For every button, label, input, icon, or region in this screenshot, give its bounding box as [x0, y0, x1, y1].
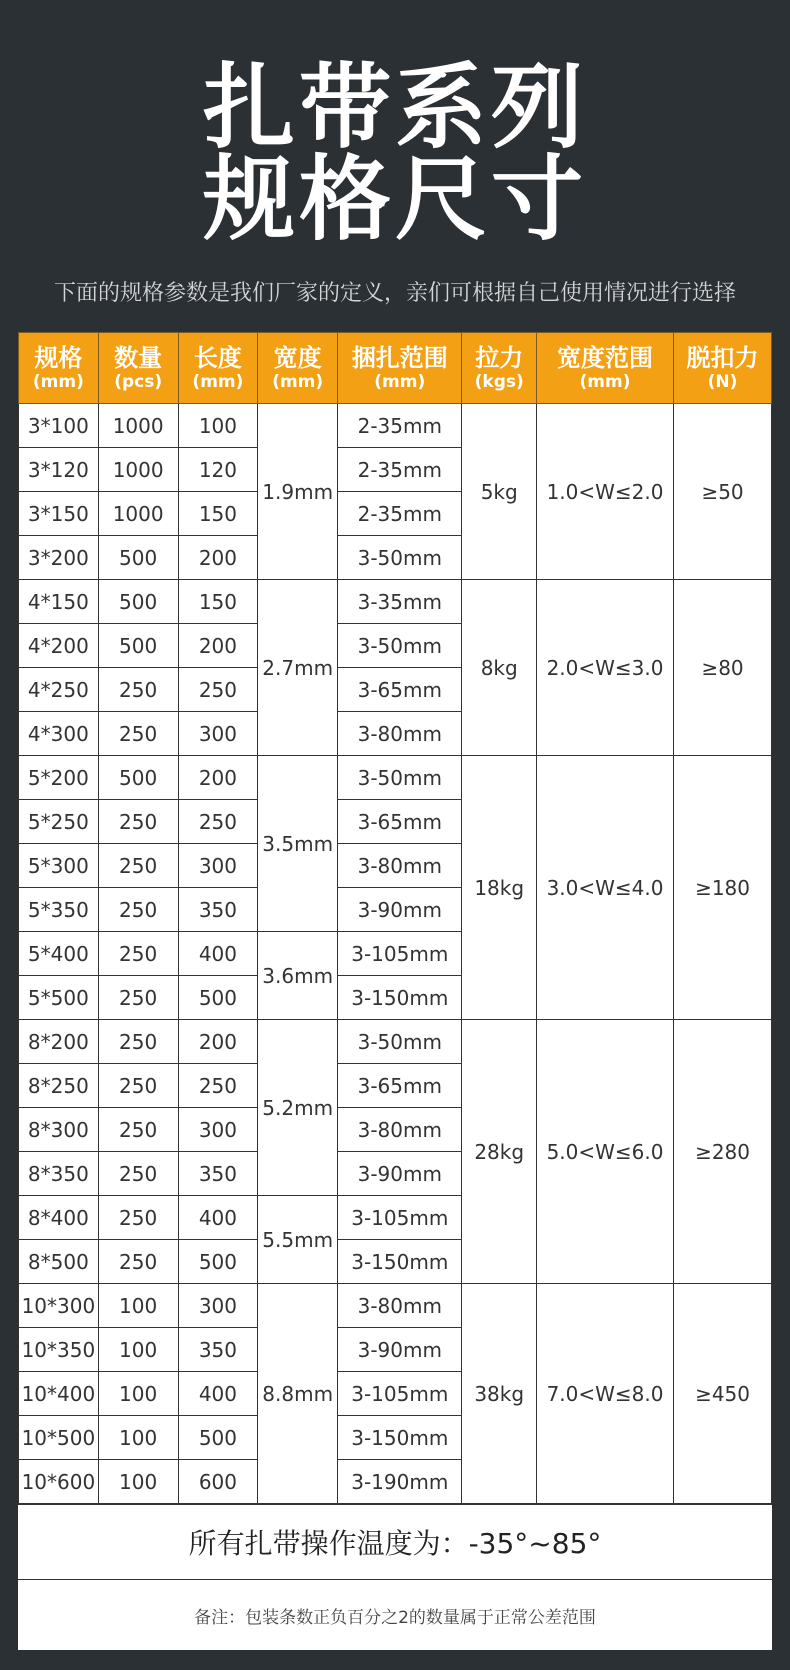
spec-table-panel	[18, 332, 772, 1650]
width-range-cell: 1.0<W≤2.0	[536, 404, 673, 580]
spec-cell: 8*350	[19, 1152, 99, 1196]
spec-cell: 5*200	[19, 756, 99, 800]
bundle-range-cell: 3-50mm	[338, 756, 462, 800]
quantity-cell: 100	[98, 1284, 178, 1328]
spec-cell: 3*150	[19, 492, 99, 536]
release-force-cell: ≥80	[674, 580, 772, 756]
header-unit: (pcs)	[114, 372, 163, 392]
release-force-cell: ≥450	[674, 1284, 772, 1504]
length-cell: 400	[178, 1196, 258, 1240]
header-cell-quantity	[98, 333, 178, 404]
header-unit: (mm)	[32, 372, 84, 392]
bundle-range-cell: 3-80mm	[338, 1284, 462, 1328]
length-cell: 200	[178, 756, 258, 800]
bundle-range-cell: 3-150mm	[338, 1240, 462, 1284]
tension-cell: 18kg	[462, 756, 536, 1020]
spec-table	[18, 332, 772, 1504]
bundle-range-cell: 3-65mm	[338, 800, 462, 844]
spec-table-body	[19, 404, 772, 1504]
length-cell: 100	[178, 404, 258, 448]
header-label: 拉力	[475, 344, 524, 372]
quantity-cell: 250	[98, 1152, 178, 1196]
quantity-cell: 250	[98, 1196, 178, 1240]
length-cell: 250	[178, 800, 258, 844]
bundle-range-cell: 3-65mm	[338, 1064, 462, 1108]
bundle-range-cell: 3-80mm	[338, 844, 462, 888]
length-cell: 400	[178, 1372, 258, 1416]
quantity-cell: 250	[98, 800, 178, 844]
quantity-cell: 250	[98, 712, 178, 756]
bundle-range-cell: 2-35mm	[338, 404, 462, 448]
temperature-note: 所有扎带操作温度为：-35°~85°	[18, 1504, 772, 1580]
spec-cell: 4*150	[19, 580, 99, 624]
bundle-range-cell: 3-190mm	[338, 1460, 462, 1504]
quantity-cell: 100	[98, 1328, 178, 1372]
length-cell: 300	[178, 1284, 258, 1328]
table-row	[19, 756, 772, 800]
quantity-cell: 250	[98, 976, 178, 1020]
table-row	[19, 580, 772, 624]
bundle-range-cell: 3-105mm	[338, 1196, 462, 1240]
spec-cell: 10*350	[19, 1328, 99, 1372]
header-label: 长度	[193, 344, 242, 372]
quantity-cell: 250	[98, 1240, 178, 1284]
quantity-cell: 500	[98, 536, 178, 580]
width-cell: 5.2mm	[258, 1020, 338, 1196]
spec-cell: 5*250	[19, 800, 99, 844]
spec-cell: 10*500	[19, 1416, 99, 1460]
length-cell: 300	[178, 712, 258, 756]
bundle-range-cell: 3-80mm	[338, 1108, 462, 1152]
spec-cell: 8*250	[19, 1064, 99, 1108]
quantity-cell: 250	[98, 932, 178, 976]
length-cell: 500	[178, 976, 258, 1020]
spec-cell: 10*300	[19, 1284, 99, 1328]
header-cell-width	[258, 333, 338, 404]
width-range-cell: 5.0<W≤6.0	[536, 1020, 673, 1284]
quantity-cell: 500	[98, 580, 178, 624]
header-label: 捆扎范围	[351, 344, 448, 372]
bundle-range-cell: 3-50mm	[338, 536, 462, 580]
bundle-range-cell: 3-65mm	[338, 668, 462, 712]
page-subtitle: 下面的规格参数是我们厂家的定义，亲们可根据自己使用情况进行选择	[53, 281, 736, 306]
spec-cell: 5*350	[19, 888, 99, 932]
header-unit: (N)	[707, 372, 738, 392]
spec-cell: 8*200	[19, 1020, 99, 1064]
remark-note: 备注：包装条数正负百分之2的数量属于正常公差范围	[194, 1607, 596, 1628]
quantity-cell: 1000	[98, 404, 178, 448]
table-row	[19, 1284, 772, 1328]
length-cell: 200	[178, 1020, 258, 1064]
width-cell: 1.9mm	[258, 404, 338, 580]
bundle-range-cell: 2-35mm	[338, 448, 462, 492]
bundle-range-cell: 3-150mm	[338, 976, 462, 1020]
spec-cell: 3*120	[19, 448, 99, 492]
quantity-cell: 100	[98, 1372, 178, 1416]
quantity-cell: 250	[98, 1108, 178, 1152]
length-cell: 150	[178, 492, 258, 536]
length-cell: 350	[178, 1328, 258, 1372]
length-cell: 200	[178, 624, 258, 668]
length-cell: 400	[178, 932, 258, 976]
bundle-range-cell: 3-105mm	[338, 932, 462, 976]
length-cell: 500	[178, 1240, 258, 1284]
length-cell: 150	[178, 580, 258, 624]
spec-cell: 8*300	[19, 1108, 99, 1152]
quantity-cell: 500	[98, 624, 178, 668]
bundle-range-cell: 3-35mm	[338, 580, 462, 624]
tension-cell: 28kg	[462, 1020, 536, 1284]
quantity-cell: 1000	[98, 492, 178, 536]
header-cell-width-range	[536, 333, 673, 404]
spec-cell: 8*500	[19, 1240, 99, 1284]
header-label: 脱扣力	[686, 344, 759, 372]
spec-cell: 8*400	[19, 1196, 99, 1240]
release-force-cell: ≥280	[674, 1020, 772, 1284]
spec-cell: 10*400	[19, 1372, 99, 1416]
header-cell-tension	[462, 333, 536, 404]
tension-cell: 8kg	[462, 580, 536, 756]
header-cell-bundle-range	[338, 333, 462, 404]
width-cell: 3.6mm	[258, 932, 338, 1020]
spec-cell: 4*200	[19, 624, 99, 668]
header-unit: (kgs)	[474, 372, 524, 392]
length-cell: 200	[178, 536, 258, 580]
length-cell: 250	[178, 668, 258, 712]
table-row	[19, 1020, 772, 1064]
header-cell-release-force	[674, 333, 772, 404]
quantity-cell: 100	[98, 1416, 178, 1460]
width-range-cell: 7.0<W≤8.0	[536, 1284, 673, 1504]
spec-cell: 3*200	[19, 536, 99, 580]
bundle-range-cell: 3-90mm	[338, 1152, 462, 1196]
spec-cell: 4*300	[19, 712, 99, 756]
quantity-cell: 250	[98, 1020, 178, 1064]
header-label: 规格	[34, 344, 83, 372]
length-cell: 600	[178, 1460, 258, 1504]
spec-cell: 10*600	[19, 1460, 99, 1504]
bundle-range-cell: 2-35mm	[338, 492, 462, 536]
width-range-cell: 2.0<W≤3.0	[536, 580, 673, 756]
spec-cell: 5*500	[19, 976, 99, 1020]
length-cell: 350	[178, 888, 258, 932]
page-title-line2: 规格尺寸	[202, 146, 587, 253]
spec-cell: 4*250	[19, 668, 99, 712]
table-header-row	[19, 333, 772, 404]
quantity-cell: 100	[98, 1460, 178, 1504]
bundle-range-cell: 3-50mm	[338, 1020, 462, 1064]
header-label: 宽度	[273, 344, 322, 372]
header-unit: (mm)	[579, 372, 631, 392]
spec-cell: 3*100	[19, 404, 99, 448]
release-force-cell: ≥50	[674, 404, 772, 580]
width-range-cell: 3.0<W≤4.0	[536, 756, 673, 1020]
tension-cell: 5kg	[462, 404, 536, 580]
tension-cell: 38kg	[462, 1284, 536, 1504]
length-cell: 300	[178, 844, 258, 888]
bundle-range-cell: 3-50mm	[338, 624, 462, 668]
length-cell: 250	[178, 1064, 258, 1108]
length-cell: 120	[178, 448, 258, 492]
quantity-cell: 250	[98, 888, 178, 932]
header-unit: (mm)	[374, 372, 426, 392]
release-force-cell: ≥180	[674, 756, 772, 1020]
header-unit: (mm)	[192, 372, 244, 392]
header-cell-spec	[19, 333, 99, 404]
length-cell: 500	[178, 1416, 258, 1460]
width-cell: 5.5mm	[258, 1196, 338, 1284]
length-cell: 350	[178, 1152, 258, 1196]
header-label: 宽度范围	[557, 344, 654, 372]
quantity-cell: 250	[98, 1064, 178, 1108]
width-cell: 3.5mm	[258, 756, 338, 932]
bundle-range-cell: 3-150mm	[338, 1416, 462, 1460]
quantity-cell: 250	[98, 844, 178, 888]
quantity-cell: 250	[98, 668, 178, 712]
bundle-range-cell: 3-105mm	[338, 1372, 462, 1416]
width-cell: 8.8mm	[258, 1284, 338, 1504]
table-row	[19, 404, 772, 448]
bundle-range-cell: 3-80mm	[338, 712, 462, 756]
page-title-line1: 扎带系列	[202, 54, 587, 161]
header-cell-length	[178, 333, 258, 404]
width-cell: 2.7mm	[258, 580, 338, 756]
bundle-range-cell: 3-90mm	[338, 888, 462, 932]
quantity-cell: 1000	[98, 448, 178, 492]
header-unit: (mm)	[272, 372, 324, 392]
bundle-range-cell: 3-90mm	[338, 1328, 462, 1372]
length-cell: 300	[178, 1108, 258, 1152]
header-label: 数量	[114, 344, 163, 372]
spec-cell: 5*400	[19, 932, 99, 976]
quantity-cell: 500	[98, 756, 178, 800]
spec-cell: 5*300	[19, 844, 99, 888]
